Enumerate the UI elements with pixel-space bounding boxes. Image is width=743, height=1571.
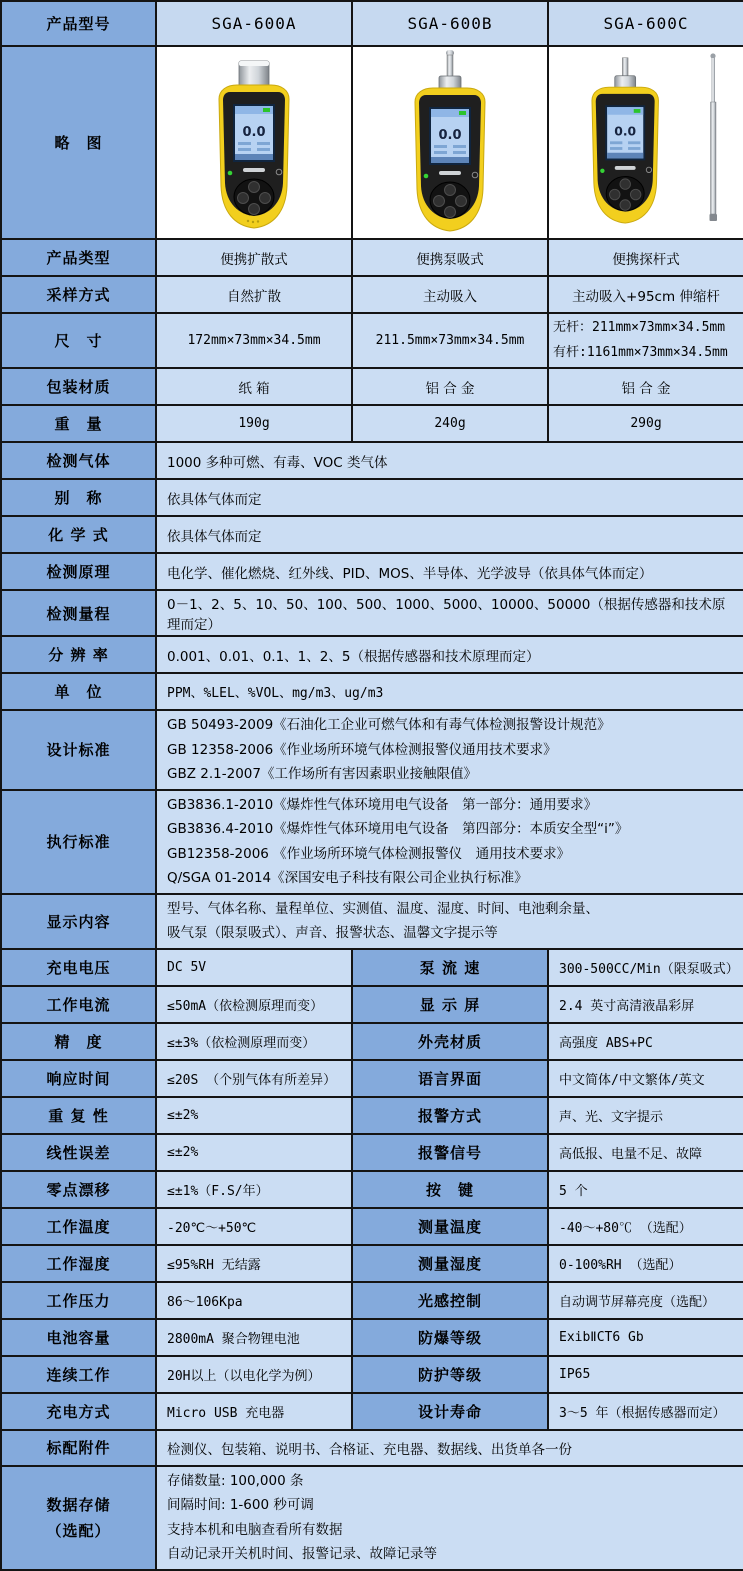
value-language-ui: 中文简体/中文繁体/英文 (548, 1060, 743, 1097)
screen-reading: 0.0 (614, 124, 637, 139)
label-display-screen: 显 示 屏 (352, 986, 548, 1023)
pump-probe (439, 50, 461, 90)
value-measure-temperature: -40～+80℃ （选配） (548, 1208, 743, 1245)
text-line: 吸气泵（限泵吸式）、声音、报警状态、温馨文字提示等 (167, 925, 498, 941)
value-sampling-b: 主动吸入 (352, 276, 548, 313)
text-line: 数据存储 (46, 1495, 111, 1514)
value-working-temperature: -20℃～+50℃ (156, 1208, 352, 1245)
row-detect-principle (1, 553, 743, 590)
text-line: 支持本机和电脑查看所有数据 (167, 1521, 343, 1538)
row-detect-gas (1, 442, 743, 479)
value-continuous-working: 20H以上（以电化学为例） (156, 1356, 352, 1393)
value-packing-a: 纸 箱 (156, 368, 352, 405)
text-line: 型号、气体名称、量程单位、实测值、温度、湿度、时间、电池剩余量、 (167, 900, 599, 917)
value-product-type-a: 便携扩散式 (156, 239, 352, 276)
value-sampling-c: 主动吸入+95cm 伸缩杆 (548, 276, 743, 313)
text-line: 自动记录开关机时间、报警记录、故障记录等 (167, 1546, 437, 1562)
label-language-ui: 语言界面 (352, 1060, 548, 1097)
value-weight-c: 290g (548, 405, 743, 442)
label-repeatability: 重 复 性 (1, 1097, 156, 1134)
value-repeatability: ≤±2% (156, 1097, 352, 1134)
model-sga-600c: SGA-600C (548, 1, 743, 46)
label-pump-flow-rate: 泵 流 速 (352, 949, 548, 986)
value-chemical-formula: 依具体气体而定 (156, 516, 743, 553)
row-model-header (1, 1, 743, 46)
value-charge-voltage: DC 5V (156, 949, 352, 986)
label-working-pressure: 工作压力 (1, 1282, 156, 1319)
keypad (234, 179, 274, 215)
label-exec-standard: 执行标准 (1, 790, 156, 894)
text-line: GB3836.1-2010《爆炸性气体环境用电气设备 第一部分：通用要求》 (167, 796, 598, 813)
led-indicator (228, 171, 233, 176)
row-unit (1, 673, 743, 710)
row-response-time (1, 1060, 743, 1097)
label-accessories: 标配附件 (1, 1430, 156, 1466)
value-product-type-b: 便携泵吸式 (352, 239, 548, 276)
label-zero-drift: 零点漂移 (1, 1171, 156, 1208)
row-battery-capacity (1, 1319, 743, 1356)
row-repeatability (1, 1097, 743, 1134)
label-design-life: 设计寿命 (352, 1393, 548, 1430)
value-protection-grade: IP65 (548, 1356, 743, 1393)
label-linearity-error: 线性误差 (1, 1134, 156, 1171)
sga-600a-device-image (158, 47, 350, 234)
value-accuracy: ≤±3%（依检测原理而变） (156, 1023, 352, 1060)
telescopic-rod (710, 53, 718, 221)
label-accuracy: 精 度 (1, 1023, 156, 1060)
row-packing-material (1, 368, 743, 405)
value-dimensions-b: 211.5mm×73mm×34.5mm (352, 313, 548, 368)
value-exec-standard (156, 790, 743, 894)
value-light-control: 自动调节屏幕亮度（选配） (548, 1282, 743, 1319)
value-product-type-c: 便携探杆式 (548, 239, 743, 276)
value-alarm-signal: 高低报、电量不足、故障 (548, 1134, 743, 1171)
device (592, 58, 659, 223)
value-shell-material: 高强度 ABS+PC (548, 1023, 743, 1060)
label-detect-range: 检测量程 (1, 590, 156, 636)
label-working-temperature: 工作温度 (1, 1208, 156, 1245)
row-working-humidity (1, 1245, 743, 1282)
label-working-humidity: 工作湿度 (1, 1245, 156, 1282)
value-unit: PPM、%LEL、%VOL、mg/m3、ug/m3 (156, 673, 743, 710)
value-packing-c: 铝 合 金 (548, 368, 743, 405)
row-working-temperature (1, 1208, 743, 1245)
value-zero-drift: ≤±1%（F.S/年） (156, 1171, 352, 1208)
value-accessories: 检测仪、包装箱、说明书、合格证、充电器、数据线、出货单各一份 (156, 1430, 743, 1466)
text-line: GB12358-2006 《作业场所环境气体检测报警仪 通用技术要求》 (167, 845, 571, 862)
label-battery-capacity: 电池容量 (1, 1319, 156, 1356)
label-alarm-signal: 报警信号 (352, 1134, 548, 1171)
value-display-screen: 2.4 英寸高清液晶彩屏 (548, 986, 743, 1023)
text-line: 无杆：211mm×73mm×34.5mm (553, 320, 726, 335)
value-display-content (156, 894, 743, 949)
lcd-screen (233, 104, 275, 162)
label-weight: 重 量 (1, 405, 156, 442)
row-zero-drift (1, 1171, 743, 1208)
label-alias: 别 称 (1, 479, 156, 516)
value-weight-b: 240g (352, 405, 548, 442)
text-line: 存储数量: 100,000 条 (167, 1472, 304, 1489)
model-sga-600a: SGA-600A (156, 1, 352, 46)
text-line: GB 12358-2006《作业场所环境气体检测报警仪通用技术要求》 (167, 741, 557, 758)
label-dimensions: 尺 寸 (1, 313, 156, 368)
value-design-standard (156, 710, 743, 790)
label-continuous-working: 连续工作 (1, 1356, 156, 1393)
label-shell-material: 外壳材质 (352, 1023, 548, 1060)
row-working-pressure (1, 1282, 743, 1319)
value-detect-gas: 1000 多种可燃、有毒、VOC 类气体 (156, 442, 743, 479)
row-display-content (1, 894, 743, 949)
label-sketch: 略 图 (1, 46, 156, 239)
row-sampling-method (1, 276, 743, 313)
value-measure-humidity: 0-100%RH （选配） (548, 1245, 743, 1282)
label-measure-humidity: 测量湿度 (352, 1245, 548, 1282)
label-product-model: 产品型号 (1, 1, 156, 46)
label-explosion-proof-grade: 防爆等级 (352, 1319, 548, 1356)
row-linearity-error (1, 1134, 743, 1171)
label-charging-method: 充电方式 (1, 1393, 156, 1430)
screen-reading: 0.0 (438, 128, 462, 143)
sga-600c-device-image (550, 47, 742, 234)
value-working-pressure: 86～106Kpa (156, 1282, 352, 1319)
value-response-time: ≤20S （个别气体有所差异） (156, 1060, 352, 1097)
screen-reading: 0.0 (242, 125, 266, 140)
row-exec-standard (1, 790, 743, 894)
text-line: （选配） (46, 1521, 111, 1540)
text-line: 间隔时间: 1-600 秒可调 (167, 1497, 314, 1513)
row-sketch (1, 46, 743, 239)
row-dimensions (1, 313, 743, 368)
value-explosion-proof-grade: ExibⅡCT6 Gb (548, 1319, 743, 1356)
value-alarm-mode: 声、光、文字提示 (548, 1097, 743, 1134)
sketch-sga-600c (548, 46, 743, 239)
value-detect-principle: 电化学、催化燃烧、红外线、PID、MOS、半导体、光学波导（依具体气体而定） (156, 553, 743, 590)
text-line: GB3836.4-2010《爆炸性气体环境用电气设备 第四部分：本质安全型“i”》 (167, 821, 629, 837)
label-data-storage (1, 1466, 156, 1570)
row-continuous-working (1, 1356, 743, 1393)
row-weight (1, 405, 743, 442)
label-response-time: 响应时间 (1, 1060, 156, 1097)
row-charge-voltage (1, 949, 743, 986)
text-line: 有杆:1161mm×73mm×34.5mm (553, 344, 728, 360)
text-line: GB 50493-2009《石油化工企业可燃气体和有毒气体检测报警设计规范》 (167, 717, 611, 733)
value-resolution: 0.001、0.01、0.1、1、2、5（根据传感器和技术原理而定） (156, 636, 743, 673)
label-packing-material: 包装材质 (1, 368, 156, 405)
value-dimensions-c (548, 313, 743, 368)
row-resolution (1, 636, 743, 673)
sga-600b-device-image (354, 47, 546, 234)
value-data-storage (156, 1466, 743, 1570)
label-display-content: 显示内容 (1, 894, 156, 949)
row-working-current (1, 986, 743, 1023)
label-measure-temperature: 测量温度 (352, 1208, 548, 1245)
row-detect-range (1, 590, 743, 636)
model-sga-600b: SGA-600B (352, 1, 548, 46)
label-detect-principle: 检测原理 (1, 553, 156, 590)
sketch-sga-600b (352, 46, 548, 239)
value-design-life: 3～5 年（根据传感器而定） (548, 1393, 743, 1430)
row-charging-method (1, 1393, 743, 1430)
row-product-type (1, 239, 743, 276)
row-chemical-formula (1, 516, 743, 553)
sketch-sga-600a (156, 46, 352, 239)
value-weight-a: 190g (156, 405, 352, 442)
label-protection-grade: 防护等级 (352, 1356, 548, 1393)
label-light-control: 光感控制 (352, 1282, 548, 1319)
value-dimensions-a: 172mm×73mm×34.5mm (156, 313, 352, 368)
label-charge-voltage: 充电电压 (1, 949, 156, 986)
value-working-current: ≤50mA（依检测原理而变） (156, 986, 352, 1023)
device (415, 88, 485, 231)
label-product-type: 产品类型 (1, 239, 156, 276)
value-detect-range: 0－1、2、5、10、50、100、500、1000、5000、10000、50000（根据传感器和技术原理而定） (156, 590, 743, 636)
label-resolution: 分 辨 率 (1, 636, 156, 673)
row-accessories (1, 1430, 743, 1466)
value-working-humidity: ≤95%RH 无结露 (156, 1245, 352, 1282)
value-packing-b: 铝 合 金 (352, 368, 548, 405)
label-chemical-formula: 化 学 式 (1, 516, 156, 553)
value-linearity-error: ≤±2% (156, 1134, 352, 1171)
value-pump-flow-rate: 300-500CC/Min（限泵吸式） (548, 949, 743, 986)
value-sampling-a: 自然扩散 (156, 276, 352, 313)
value-charging-method: Micro USB 充电器 (156, 1393, 352, 1430)
label-alarm-mode: 报警方式 (352, 1097, 548, 1134)
label-detect-gas: 检测气体 (1, 442, 156, 479)
split-spec-section (1, 949, 743, 1430)
label-unit: 单 位 (1, 673, 156, 710)
row-design-standard (1, 710, 743, 790)
text-line: Q/SGA 01-2014《深国安电子科技有限公司企业执行标准》 (167, 870, 528, 886)
label-design-standard: 设计标准 (1, 710, 156, 790)
value-battery-capacity: 2800mA 聚合物锂电池 (156, 1319, 352, 1356)
row-accuracy (1, 1023, 743, 1060)
brand-strip (243, 168, 265, 172)
row-data-storage (1, 1466, 743, 1570)
label-sampling-method: 采样方式 (1, 276, 156, 313)
row-alias (1, 479, 743, 516)
text-line: GBZ 2.1-2007《工作场所有害因素职业接触限值》 (167, 766, 477, 782)
label-keys: 按 键 (352, 1171, 548, 1208)
label-working-current: 工作电流 (1, 986, 156, 1023)
value-alias: 依具体气体而定 (156, 479, 743, 516)
value-keys: 5 个 (548, 1171, 743, 1208)
